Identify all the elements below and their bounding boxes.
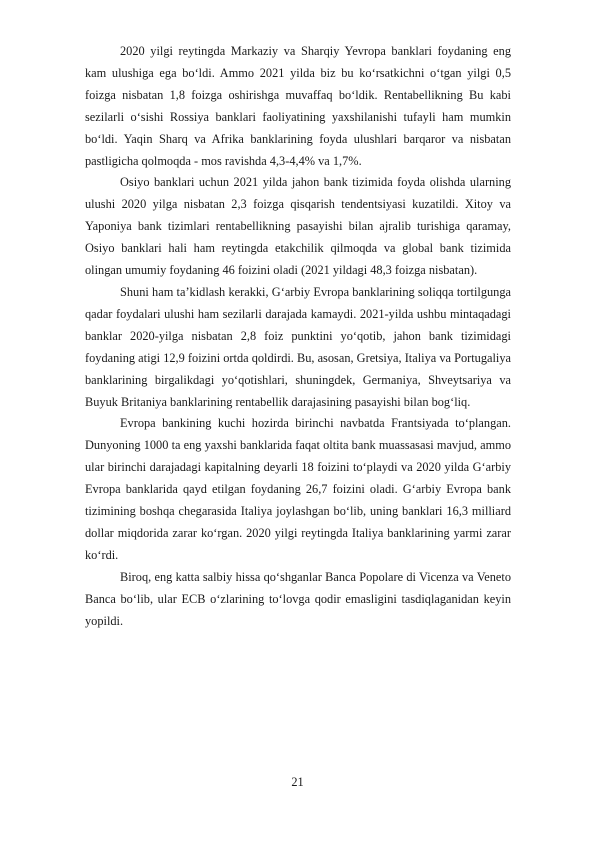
paragraph-4: Evropa bankining kuchi hozirda birinchi navbatda Frantsiyada to‘plangan. Dunyoning 1000 ta eng yaxshi banklarida faqat oltita bank muassasasi mavjud, ammo ular birinchi darajadagi kapitalning deyarli 18 foizini to‘playdi va 2020 yilda G‘arbiy Evropa banklarida qayd etilgan foydaning 26,7 foizini oladi. G‘arbiy Evropa bank tizimining boshqa chegarasida Italiya joylashgan bo‘lib, uning banklari 16,3 milliard dollar miqdorida zarar ko‘rgan. 2020 yilgi reytingda Italiya banklarining yarmi zarar ko‘rdi. <box>85 416 511 562</box>
paragraph-5: Biroq, eng katta salbiy hissa qo‘shganlar Banca Popolare di Vicenza va Veneto Banca bo‘lib, ular ECB o‘zlarining to‘lovga qodir emasligini tasdiqlaganidan keyin yopildi. <box>85 569 511 628</box>
paragraph-2: Osiyo banklari uchun 2021 yilda jahon bank tizimida foyda olishda ularning ulushi 2020 yilga nisbatan 2,3 foizga qisqarish tendentsiyasi kuzatildi. Xitoy va Yaponiya bank tizimlari rentabellikning pasayishi bilan ajralib turishiga qaramay, Osiyo banklari hali ham reytingda etakchilik qilmoqda va global bank tizimida olingan umumiy foydaning 46 foizini oladi (2021 yildagi 48,3 foizga nisbatan). <box>85 175 511 278</box>
paragraph-1: 2020 yilgi reytingda Markaziy va Sharqiy Yevropa banklari foydaning eng kam ulushiga ega bo‘ldi. Ammo 2021 yilda biz bu ko‘rsatkichni o‘tgan yilgi 0,5 foizga nisbatan 1,8 foizga oshirishga muvaffaq bo‘ldik. Rentabellikning Bu kabi sezilarli o‘sishi Rossiya banklari faoliyatining yaxshilanishi tufayli ham mumkin bo‘ldi. Yaqin Sharq va Afrika banklarining foyda ulushlari barqaror va nisbatan pastligicha qolmoqda - mos ravishda 4,3-4,4% va 1,7%. <box>85 44 511 168</box>
document-body <box>85 41 511 632</box>
page-number: 21 <box>291 775 304 789</box>
paragraph-3: Shuni ham ta’kidlash kerakki, G‘arbiy Evropa banklarining soliqqa tortilgunga qadar foydalari ulushi ham sezilarli darajada kamaydi. 2021-yilda ushbu mintaqadagi banklar 2020-yilga nisbatan 2,8 foiz punktini yo‘qotib, jahon bank tizimidagi foydaning atigi 12,9 foizini ortda qoldirdi. Bu, asosan, Gretsiya, Italiya va Portugaliya banklarining birgalikdagi yo‘qotishlari, shuningdek, Germaniya, Shveytsariya va Buyuk Britaniya banklarining rentabellik darajasining pasayishi bilan bog‘liq. <box>85 284 511 409</box>
